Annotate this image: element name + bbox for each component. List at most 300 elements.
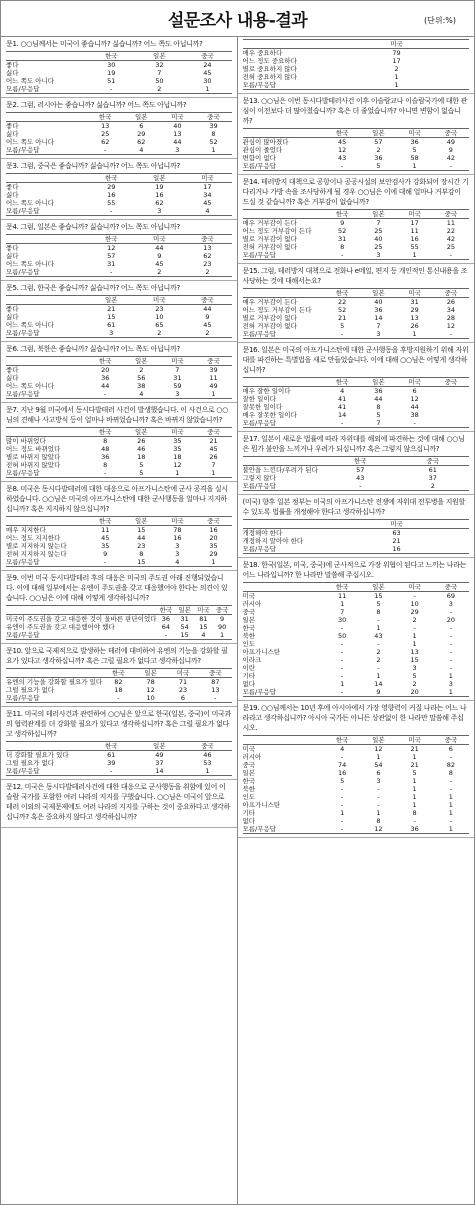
cell-value: 26 (209, 453, 218, 461)
cell-value: 7 (157, 69, 162, 77)
cell-value: - (413, 592, 416, 600)
cell-value: 44 (155, 244, 164, 252)
cell-value: 52 (338, 306, 347, 314)
row-label: 어느 쪽도 아니다 (6, 260, 55, 268)
table-row (6, 69, 232, 77)
cell-value: 4 (159, 558, 195, 567)
cell-value: 49 (155, 751, 164, 759)
column-header (243, 40, 325, 49)
cell-value: 49 (446, 138, 455, 146)
cell-value: 1 (412, 632, 417, 640)
row-label: 어느 쪽도 아니다 (6, 382, 55, 390)
cell-value: 46 (203, 751, 212, 759)
question-text: (미국) 향후 일본 정부는 미국의 아프가니스탄 전쟁에 자위대 전투병을 지원할 수 있도록 법률을 개정해야 한다고 생각하십니까? (242, 498, 466, 516)
cell-value: 69 (446, 592, 455, 600)
row-label: 모름/무응답 (6, 146, 87, 155)
cell-value: 21 (410, 745, 419, 753)
cell-value: 50 (155, 77, 164, 85)
cell-value: 1 (376, 809, 381, 817)
cell-value: 25 (446, 243, 455, 251)
row-label: 싫다 (6, 69, 19, 77)
cell-value: 11 (410, 227, 419, 235)
cell-value: 40 (374, 298, 383, 306)
cell-value: 40 (173, 122, 182, 130)
cell-value: 36 (101, 374, 110, 382)
cell-value: 22 (446, 227, 455, 235)
table-row (243, 466, 470, 475)
row-label: 좋다 (6, 183, 19, 191)
cell-value: - (449, 777, 453, 785)
row-label: 일본 (242, 616, 256, 624)
cell-value: 25 (374, 243, 383, 251)
cell-value: 16 (209, 526, 218, 534)
cell-value: 31 (338, 235, 347, 243)
cell-value: 44 (410, 403, 419, 411)
table-row (6, 437, 232, 446)
column-header (6, 517, 87, 526)
table-row (243, 680, 470, 688)
cell-value: 12 (446, 322, 455, 330)
row-label: 개정해야 한다 (242, 529, 283, 537)
cell-value: - (449, 648, 453, 656)
column-header: 미국 (397, 210, 433, 219)
table-row (6, 85, 232, 94)
cell-value: 36 (374, 387, 383, 395)
cell-value: 21 (392, 537, 401, 545)
table-row (6, 767, 232, 776)
cell-value: - (377, 801, 380, 809)
question-text: 문5. 그럼, 한국은 좋습니까? 싫습니까? 어느 쪽도 아닙니까? (6, 284, 180, 292)
cell-value: 35 (101, 542, 110, 550)
question-text: 문3. 그럼, 중국은 좋습니까? 싫습니까? 어느 쪽도 아닙니까? (6, 162, 180, 170)
cell-value: 57 (374, 138, 383, 146)
cell-value: - (340, 624, 344, 632)
row-label: 싫다 (6, 252, 19, 260)
cell-value: 52 (209, 138, 218, 146)
column-header: 미국 (183, 174, 231, 183)
cell-value: 74 (338, 761, 347, 769)
cell-value: 36 (374, 154, 383, 162)
cell-value: 15 (107, 313, 116, 321)
column-header: 한국 (87, 428, 123, 437)
column-header (243, 129, 325, 138)
cell-value: 22 (338, 298, 347, 306)
row-label: 전혀 거부감이 없다 (242, 243, 297, 251)
cell-value: 1 (412, 793, 417, 801)
table-row (243, 769, 470, 777)
row-label: 좋다 (6, 61, 19, 69)
cell-value: 1 (376, 624, 381, 632)
column-header: 한국 (87, 517, 123, 526)
table-row (243, 49, 470, 58)
row-label: 개정하지 말아야 한다 (242, 537, 304, 545)
cell-value: - (449, 632, 453, 640)
cell-value: 48 (101, 445, 110, 453)
cell-value: - (449, 817, 453, 825)
cell-value: 2 (397, 482, 469, 491)
row-label: 싫다 (6, 130, 19, 138)
cell-value: 14 (374, 314, 383, 322)
column-header: 일본 (175, 606, 194, 615)
cell-value: 24 (203, 61, 212, 69)
question-block (1, 571, 237, 644)
column-header: 중국 (433, 378, 469, 387)
question-block (1, 403, 237, 482)
cell-value: 57 (356, 466, 365, 474)
cell-value: 20 (397, 688, 433, 697)
question-text: 문13. ○○님은 이번 동시다발테러사건 이후 이슬람교나 이슬람국가에 대한 관심이 이전보다 더 많아졌습니까? 혹은 더 줄었습니까? 아니면 변함이 없습니까? (242, 97, 468, 125)
cell-value: 43 (338, 154, 347, 162)
cell-value: - (102, 694, 134, 703)
cell-value: 8 (412, 809, 417, 817)
question-text: 문14. 테러방지 대책으로 공항이나 공공시설의 보안검사가 강화되어 장시간 기다리거나 가방 속을 조사당하게 될 경우 ○○님은 이에 대해 얼마나 거부감이 드실 것 같습니까? 혹은 거부감이 없습니까? (242, 178, 469, 206)
column-header: 일본 (360, 210, 396, 219)
cell-value: 12 (146, 686, 155, 694)
table-row (6, 305, 232, 314)
cell-value: 26 (410, 322, 419, 330)
result-table (6, 668, 232, 703)
cell-value: 9 (205, 313, 210, 321)
cell-value: 1 (213, 631, 232, 640)
cell-value: 1 (412, 785, 417, 793)
row-label: 아프가니스탄 (242, 648, 281, 656)
cell-value: 9 (157, 252, 162, 260)
row-label: 전혀 바뀌지 않았다 (6, 461, 61, 469)
table-row (6, 61, 232, 70)
column-header: 미국 (159, 113, 195, 122)
cell-value: 25 (101, 130, 110, 138)
cell-value: 3 (87, 329, 135, 338)
cell-value: 15 (175, 631, 194, 640)
column-header: 한국 (324, 289, 360, 298)
row-label: 매우 거부감이 든다 (242, 219, 297, 227)
cell-value: 3 (360, 330, 396, 339)
row-label: 이란 (242, 664, 256, 672)
row-label: 많이 바뀌었다 (6, 437, 46, 445)
column-header: 미국 (159, 357, 195, 366)
cell-value: - (449, 753, 453, 761)
right-column (238, 37, 475, 1204)
cell-value: - (340, 801, 344, 809)
row-label: 모름/무응답 (6, 268, 87, 277)
cell-value: 5 (412, 769, 417, 777)
cell-value: - (324, 825, 360, 834)
cell-value: 1 (448, 672, 453, 680)
column-header: 중국 (195, 517, 231, 526)
result-table (6, 605, 232, 640)
row-label: 불안을 느낀다/우려가 된다 (242, 466, 318, 474)
cell-value: 21 (107, 305, 116, 313)
question-text: 문2. 그럼, 러시아는 좋습니까? 싫습니까? 어느 쪽도 아닙니까? (6, 101, 187, 109)
row-label: 변함이 없다 (242, 154, 276, 162)
column-header: 미국 (397, 736, 433, 745)
question-block (238, 701, 475, 838)
row-label: 매우 지지한다 (6, 526, 46, 534)
table-row (6, 199, 232, 207)
result-table (6, 51, 232, 94)
column-header: 미국 (167, 669, 199, 678)
column-header: 일본 (135, 742, 183, 751)
table-row (243, 330, 470, 339)
row-label: 싫다 (6, 374, 19, 382)
row-label: 미국 (242, 745, 256, 753)
row-label: 어느 정도 거부감이 든다 (242, 227, 312, 235)
table-row (243, 138, 470, 147)
cell-value: 55 (107, 199, 116, 207)
table-row (243, 817, 470, 825)
column-header: 일본 (123, 517, 159, 526)
question-block (1, 644, 237, 707)
column-header: 중국 (433, 736, 469, 745)
cell-value: - (449, 664, 453, 672)
column-header: 일본 (87, 296, 135, 305)
column-header (6, 113, 87, 122)
question-text: 문11. 미국의 테러사건과 관련하여 ○○님은 앞으로 한국(일본, 중국)이 미국과의 협력관계를 더 강화할 필요가 있다고 생각하십니까? 혹은 그럴 필요가 없다고 생각하십니까? (6, 710, 231, 738)
table-row (243, 664, 470, 672)
cell-value: 3 (135, 207, 183, 216)
cell-value: 35 (209, 542, 218, 550)
cell-value: - (87, 85, 135, 94)
cell-value: 1 (412, 753, 417, 761)
table-header-row (6, 235, 232, 244)
cell-value: 20 (209, 534, 218, 542)
cell-value: 39 (209, 122, 218, 130)
column-header: 중국 (195, 357, 231, 366)
row-label: 그럴 필요가 없다 (6, 759, 55, 767)
column-header: 한국 (324, 457, 396, 466)
cell-value: 53 (203, 759, 212, 767)
question-block (1, 780, 237, 828)
cell-value: 12 (173, 461, 182, 469)
table-row (6, 686, 232, 694)
row-label: 어느 쪽도 아니다 (6, 77, 55, 85)
table-row (243, 387, 470, 396)
cell-value: - (87, 268, 135, 277)
cell-value: - (87, 390, 123, 399)
cell-value: 7 (340, 608, 345, 616)
cell-value: 3 (159, 146, 195, 155)
question-block (238, 264, 475, 343)
table-row (6, 260, 232, 268)
cell-value: 29 (107, 183, 116, 191)
table-header-row (6, 428, 232, 437)
cell-value: 55 (410, 243, 419, 251)
table-row (243, 219, 470, 228)
question-text: 문17. 일본이 새로운 법률에 따라 자위대를 해외에 파견하는 것에 대해 ○○님은 뭔가 불안을 느끼거나 우려가 되십니까? 혹은 그렇지 않으십니까? (242, 435, 465, 453)
cell-value: 19 (155, 183, 164, 191)
table-row (6, 623, 232, 631)
table-header-row (6, 742, 232, 751)
cell-value: 26 (137, 437, 146, 445)
table-row (243, 298, 470, 307)
cell-value: - (413, 624, 416, 632)
table-row (6, 77, 232, 85)
cell-value: 36 (161, 615, 171, 623)
cell-value: 1 (195, 146, 231, 155)
cell-value: 30 (107, 61, 116, 69)
table-row (6, 469, 232, 478)
cell-value: 6 (412, 387, 417, 395)
cell-value: - (377, 616, 380, 624)
table-row (6, 366, 232, 375)
column-header: 한국 (324, 736, 360, 745)
cell-value (433, 411, 469, 419)
cell-value: 23 (178, 686, 188, 694)
cell-value: 11 (101, 526, 110, 534)
cell-value: 4 (340, 745, 345, 753)
question-block (1, 482, 237, 571)
column-header (6, 235, 87, 244)
cell-value: 38 (137, 382, 146, 390)
cell-value: 56 (137, 374, 146, 382)
column-header: 중국 (183, 52, 231, 61)
row-label: 어느 쪽도 아니다 (6, 321, 55, 329)
result-table (243, 456, 470, 491)
cell-value: - (449, 624, 453, 632)
cell-value: 15 (137, 526, 146, 534)
table-row (6, 130, 232, 138)
table-row (243, 474, 470, 482)
cell-value: 36 (374, 306, 383, 314)
cell-value: 61 (107, 321, 116, 329)
row-label: 좋다 (6, 122, 19, 130)
cell-value: 31 (180, 615, 189, 623)
table-row (243, 251, 470, 260)
cell-value: 37 (428, 474, 437, 482)
cell-value: 7 (376, 219, 381, 227)
cell-value: 37 (155, 759, 164, 767)
column-header: 미국 (135, 235, 183, 244)
table-row (6, 526, 232, 535)
cell-value: 1 (195, 558, 231, 567)
cell-value: - (87, 207, 135, 216)
cell-value: - (324, 419, 360, 428)
cell-value: 7 (211, 461, 216, 469)
cell-value: 36 (410, 138, 419, 146)
table-header-row (243, 210, 470, 219)
row-label: 기타 (242, 809, 256, 817)
table-row (243, 395, 470, 403)
cell-value: 63 (392, 529, 401, 537)
cell-value: 42 (446, 235, 455, 243)
column-header: 한국 (324, 378, 360, 387)
row-label: 없다 (242, 817, 256, 825)
table-row (6, 453, 232, 461)
cell-value: 13 (410, 314, 419, 322)
column-header (243, 210, 325, 219)
cell-value: 1 (183, 767, 231, 776)
table-row (243, 322, 470, 330)
column-header: 일본 (360, 736, 396, 745)
cell-value: 41 (338, 395, 347, 403)
cell-value: 5 (360, 162, 396, 171)
cell-value: 1 (394, 73, 399, 81)
row-label: 모름/무응답 (243, 688, 325, 697)
cell-value: 50 (338, 632, 347, 640)
cell-value: - (340, 817, 344, 825)
column-header: 한국 (157, 606, 176, 615)
row-label: 잘못한 일이다 (242, 403, 283, 411)
cell-value: - (377, 640, 380, 648)
cell-value: - (87, 469, 123, 478)
column-header (243, 378, 325, 387)
cell-value: 1 (412, 801, 417, 809)
cell-value: 5 (412, 146, 417, 154)
question-text: 문4. 그럼, 일본은 좋습니까? 싫습니까? 어느 쪽도 아닙니까? (6, 223, 180, 231)
table-row (243, 162, 470, 171)
cell-value: 45 (101, 534, 110, 542)
table-header-row (243, 129, 470, 138)
cell-value: 29 (137, 130, 146, 138)
cell-value: 39 (107, 759, 116, 767)
column-header: 중국 (397, 457, 469, 466)
table-row (243, 482, 470, 491)
cell-value: 81 (199, 615, 208, 623)
cell-value: 65 (155, 321, 164, 329)
question-block (1, 281, 237, 342)
table-header-row (243, 520, 470, 529)
column-header: 한국 (324, 129, 360, 138)
cell-value: 3 (175, 550, 180, 558)
cell-value: 7 (360, 419, 396, 428)
cell-value: 34 (446, 306, 455, 314)
cell-value: 6 (167, 694, 199, 703)
row-label: 인도 (242, 640, 256, 648)
cell-value: 44 (374, 395, 383, 403)
cell-value: 1 (412, 640, 417, 648)
cell-value: - (340, 648, 344, 656)
question-text: 문15. 그럼, 테러방지 대책으로 전화나 e메일, 편지 등 개인적인 통신내용을 조사당하는 것에 대해서는요? (242, 267, 468, 285)
cell-value: 49 (209, 382, 218, 390)
row-label: 중국 (242, 761, 256, 769)
question-block (238, 37, 475, 94)
cell-value: 2 (376, 656, 381, 664)
cell-value: 1 (397, 251, 433, 260)
table-row (243, 65, 470, 73)
result-table (243, 288, 470, 339)
table-header-row (6, 296, 232, 305)
cell-value: 8 (376, 608, 381, 616)
column-header: 중국 (195, 113, 231, 122)
cell-value: 52 (338, 227, 347, 235)
column-header: 미국 (194, 606, 213, 615)
row-label: 중국 (242, 608, 256, 616)
cell-value: 1 (340, 680, 345, 688)
cell-value: - (324, 482, 396, 491)
table-row (243, 537, 470, 545)
cell-value: 5 (123, 469, 159, 478)
cell-value: 5 (340, 777, 345, 785)
table-header-row (243, 289, 470, 298)
page-title: 설문조사 내용-결과 (167, 11, 308, 31)
cell-value: 1 (448, 809, 453, 817)
cell-value: - (324, 251, 360, 260)
cell-value: 1 (448, 801, 453, 809)
cell-value: 2 (183, 268, 231, 277)
table-row (243, 809, 470, 817)
cell-value: 23 (137, 542, 146, 550)
table-row (243, 688, 470, 697)
cell-value: 5 (376, 600, 381, 608)
row-label: 모름/무응답 (243, 482, 325, 491)
cell-value: 59 (173, 382, 182, 390)
cell-value: 54 (180, 623, 189, 631)
cell-value: 4 (194, 631, 213, 640)
cell-value: 44 (203, 305, 212, 313)
column-header: 미국 (324, 40, 469, 49)
column-header: 한국 (87, 113, 123, 122)
cell-value: 1 (412, 777, 417, 785)
